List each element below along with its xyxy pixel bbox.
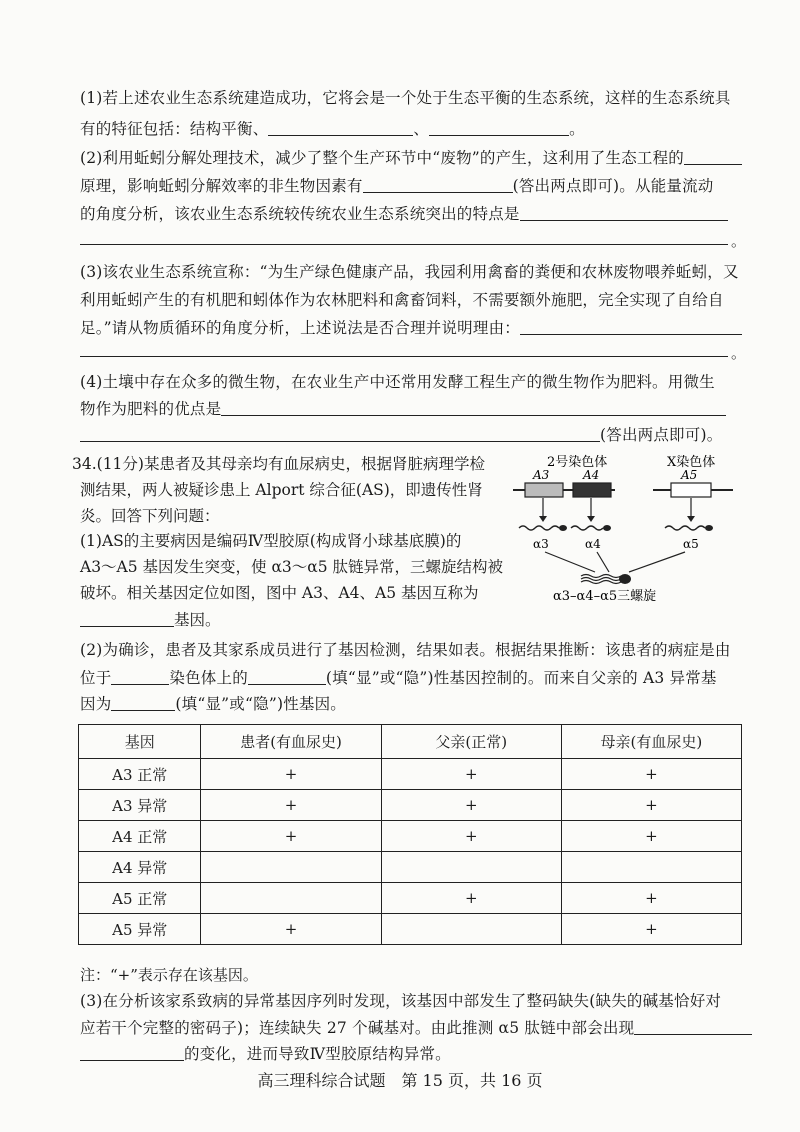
answer-blank[interactable] <box>363 177 513 193</box>
arrow-head <box>587 516 595 522</box>
gene-a5-label: A5 <box>681 468 698 482</box>
header-gene: 基因 <box>79 725 201 759</box>
father-cell <box>381 852 561 883</box>
q34-p3-line2 <box>80 1018 740 1038</box>
answer-blank[interactable] <box>221 400 726 416</box>
q34-p2-text: (填“显”或“隐”)性基因控制的。而来自父亲的 A3 异常基 <box>325 669 717 687</box>
gene-test-table <box>78 724 742 945</box>
arrow-head <box>687 516 695 522</box>
table-row <box>79 852 742 883</box>
table-note: 注：“+”表示存在该基因。 <box>80 966 258 984</box>
table-row <box>79 759 742 790</box>
gene-a4-box <box>573 483 611 497</box>
q34-p2-line2 <box>80 668 740 688</box>
alpha4-label: α4 <box>585 537 601 551</box>
answer-blank[interactable] <box>520 319 742 335</box>
q33-p2-line2 <box>80 176 740 196</box>
converge-arrow <box>629 552 685 572</box>
answer-blank[interactable] <box>684 149 742 165</box>
answer-blank[interactable] <box>634 1019 752 1035</box>
table-header-row <box>79 725 742 759</box>
converge-arrow <box>545 552 595 572</box>
separator: 、 <box>413 120 430 138</box>
q33-p2-line3 <box>80 204 740 224</box>
gene-cell: A5 异常 <box>79 914 201 945</box>
chain-end <box>705 525 713 531</box>
q34-p2-line1: (2)为确诊，患者及其家系成员进行了基因检测，结果如表。根据结果推断：该患者的病症是由 <box>80 641 731 659</box>
gene-cell: A4 正常 <box>79 821 201 852</box>
triple-helix-label: α3–α4–α5三螺旋 <box>553 589 657 604</box>
q33-p3-text-c: 足。”请从物质循环的角度分析，上述说法是否合理并说明理由： <box>80 319 520 337</box>
mother-cell: + <box>561 883 741 914</box>
q34-intro-line3: 炎。回答下列问题： <box>80 507 220 525</box>
header-patient: 患者(有血尿史) <box>201 725 381 759</box>
header-mother: 母亲(有血尿史) <box>561 725 741 759</box>
q34-p2-text: 染色体上的 <box>169 669 248 687</box>
gene-cell: A4 异常 <box>79 852 201 883</box>
gene-a3-label: A3 <box>533 468 550 482</box>
gene-cell: A3 正常 <box>79 759 201 790</box>
patient-cell <box>201 852 381 883</box>
q34-p1-text-d: 基因。 <box>174 611 221 629</box>
gene-a5-box <box>671 483 711 497</box>
q33-p2-text-b: 原理，影响蚯蚓分解效率的非生物因素有 <box>80 177 363 195</box>
gene-a4-label: A4 <box>583 468 600 482</box>
q33-p4-hint: (答出两点即可)。 <box>600 426 723 444</box>
answer-blank[interactable] <box>80 1045 184 1061</box>
q33-p3-line1: (3)该农业生态系统宣称：“为生产绿色健康产品，我园利用禽畜的粪便和农林废物喂养蚯蚓，又 <box>80 263 739 281</box>
chrx-label: X染色体 <box>667 455 716 470</box>
q33-p1-text: 有的特征包括：结构平衡、 <box>80 120 269 138</box>
father-cell: + <box>381 759 561 790</box>
alpha5-chain <box>665 526 705 530</box>
q33-p4-line1: (4)土壤中存在众多的微生物，在农业生产中还常用发酵工程生产的微生物作为肥料。用微生 <box>80 373 715 391</box>
q33-p2-line1 <box>80 148 740 168</box>
table-row <box>79 914 742 945</box>
answer-blank[interactable] <box>80 426 600 442</box>
arrow-head <box>539 516 547 522</box>
alpha3-chain <box>519 526 559 530</box>
q34-p1-line1: (1)AS的主要病因是编码Ⅳ型胶原(构成肾小球基底膜)的 <box>80 532 462 550</box>
q33-p4-text-b: 物作为肥料的优点是 <box>80 400 222 418</box>
patient-cell <box>201 883 381 914</box>
table-row <box>79 821 742 852</box>
q34-intro-line2: 测结果，两人被疑诊患上 Alport 综合征(AS)，即遗传性肾 <box>80 481 483 499</box>
mother-cell <box>561 852 741 883</box>
answer-blank[interactable] <box>248 669 326 685</box>
chain-end <box>559 525 567 531</box>
father-cell: + <box>381 883 561 914</box>
q34-p3-text: 的变化，进而导致Ⅳ型胶原结构异常。 <box>184 1045 451 1063</box>
q34-p2-text: 因为 <box>80 695 112 713</box>
q34-p2-text: 位于 <box>80 669 112 687</box>
patient-cell: + <box>201 759 381 790</box>
answer-blank[interactable] <box>111 695 175 711</box>
gene-cell: A5 正常 <box>79 883 201 914</box>
q34-p2-text: (填“显”或“隐”)性基因。 <box>175 695 346 713</box>
helix-end <box>619 574 631 584</box>
patient-cell: + <box>201 790 381 821</box>
father-cell: + <box>381 790 561 821</box>
gene-location-diagram <box>505 448 745 608</box>
q33-p2-text-c: 的角度分析，该农业生态系统较传统农业生态系统突出的特点是 <box>80 205 520 223</box>
converge-arrow <box>597 552 609 572</box>
answer-blank[interactable] <box>80 611 174 627</box>
alpha3-label: α3 <box>533 537 549 551</box>
q34-p2-line3 <box>80 694 740 714</box>
answer-blank[interactable] <box>111 669 169 685</box>
q34-p3-text: 应若干个完整的密码子)；连续缺失 27 个碱基对。由此推测 α5 肽链中部会出现 <box>80 1019 635 1037</box>
alpha4-chain <box>571 526 603 530</box>
q34-intro-line1: 34.(11分)某患者及其母亲均有血尿病史，根据肾脏病理学检 <box>72 455 485 473</box>
page-footer: 高三理科综合试题 第 15 页，共 16 页 <box>257 1071 543 1090</box>
q33-p4-line2 <box>80 399 740 419</box>
mother-cell: + <box>561 914 741 945</box>
q34-p3-line1: (3)在分析该家系致病的异常基因序列时发现，该基因中部发生了整码缺失(缺失的碱基恰好对 <box>80 992 722 1010</box>
mother-cell: + <box>561 759 741 790</box>
q34-p1-line4 <box>80 610 221 630</box>
gene-a3-box <box>525 483 563 497</box>
q33-p4-line3 <box>80 425 740 445</box>
answer-line[interactable] <box>80 244 728 245</box>
period: 。 <box>569 120 585 138</box>
patient-cell: + <box>201 821 381 852</box>
table-row <box>79 883 742 914</box>
table-row <box>79 790 742 821</box>
header-father: 父亲(正常) <box>381 725 561 759</box>
alpha5-label: α5 <box>683 537 699 551</box>
answer-line[interactable] <box>80 356 728 357</box>
q33-p2-hint: (答出两点即可)。从能量流动 <box>512 177 714 195</box>
period: 。 <box>731 232 747 250</box>
q33-p1-line1: (1)若上述农业生态系统建造成功，它将会是一个处于生态平衡的生态系统，这样的生态系统具 <box>80 89 731 107</box>
answer-blank[interactable] <box>520 205 728 221</box>
q33-p3-line2: 利用蚯蚓产生的有机肥和蚓体作为农林肥料和禽畜饲料，不需要额外施肥，完全实现了自给自 <box>80 291 724 309</box>
answer-blank[interactable] <box>429 120 569 136</box>
patient-cell: + <box>201 914 381 945</box>
q33-p3-line3 <box>80 318 740 338</box>
q33-p1-line2 <box>80 119 740 139</box>
answer-blank[interactable] <box>268 120 413 136</box>
period: 。 <box>731 344 747 362</box>
chr2-label: 2号染色体 <box>547 455 608 470</box>
chain-end <box>603 525 611 531</box>
mother-cell: + <box>561 790 741 821</box>
q34-p1-line2: A3～A5 基因发生突变，使 α3～α5 肽链异常，三螺旋结构被 <box>80 558 504 576</box>
father-cell: + <box>381 821 561 852</box>
q34-p1-line3: 破坏。相关基因定位如图，图中 A3、A4、A5 基因互称为 <box>80 584 479 602</box>
mother-cell: + <box>561 821 741 852</box>
q34-p3-line3 <box>80 1044 740 1064</box>
q33-p2-text: (2)利用蚯蚓分解处理技术，减少了整个生产环节中“废物”的产生，这利用了生态工程的 <box>80 149 685 167</box>
father-cell <box>381 914 561 945</box>
gene-cell: A3 异常 <box>79 790 201 821</box>
